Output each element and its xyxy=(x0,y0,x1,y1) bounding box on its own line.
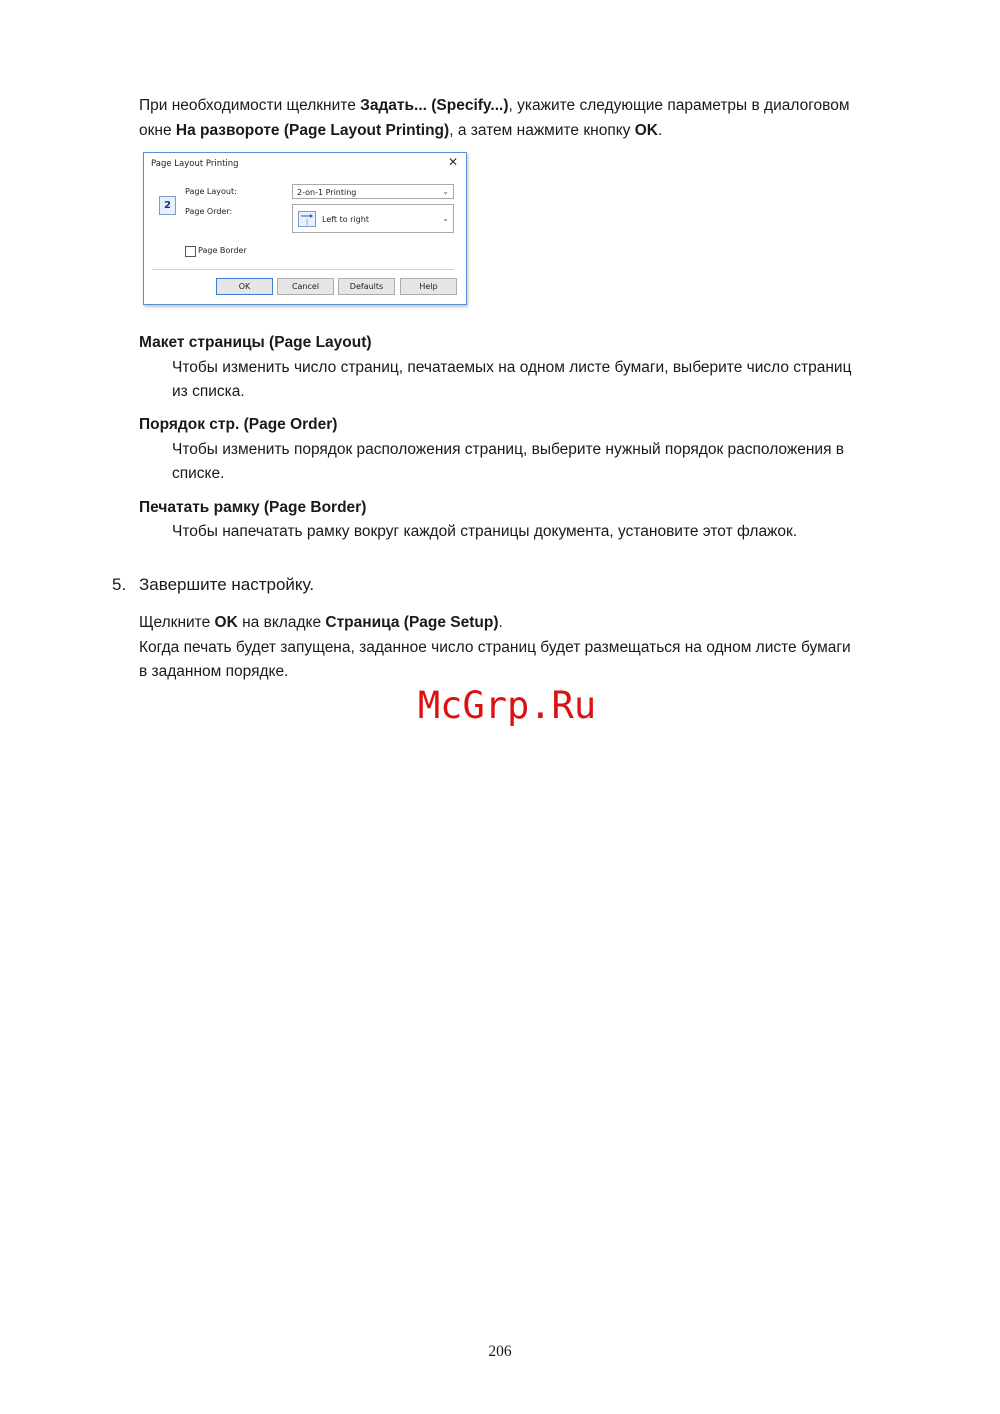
intro-text: , укажите следующие параметры в диалоговом xyxy=(508,97,850,114)
watermark: McGrp.Ru xyxy=(417,684,597,727)
dialog-title: Page Layout Printing xyxy=(151,159,239,169)
step-heading xyxy=(112,573,314,597)
ok-term: OK xyxy=(634,122,658,139)
page-border-label: Page Border xyxy=(198,246,247,255)
page-layout-printing-dialog xyxy=(143,152,467,305)
page-order-label: Page Order: xyxy=(185,207,233,216)
page-layout-label: Page Layout: xyxy=(185,187,237,196)
intro-line-2 xyxy=(139,119,662,144)
page-border-checkbox[interactable] xyxy=(185,246,196,257)
page-layout-select[interactable] xyxy=(292,184,454,199)
after-text: на вкладке xyxy=(237,614,326,631)
page-layout-value: 2-on-1 Printing xyxy=(297,188,357,197)
chevron-down-icon: ⌄ xyxy=(442,214,449,223)
page-number: 206 xyxy=(488,1343,512,1360)
dialog-divider xyxy=(152,269,454,270)
item-description: Чтобы изменить число страниц, печатаемых на одном листе бумаги, выберите число страниц xyxy=(172,359,852,376)
page-layout-printing-term: На развороте (Page Layout Printing) xyxy=(175,122,450,139)
ok-button[interactable]: OK xyxy=(216,278,273,295)
after-text: . xyxy=(498,614,503,631)
defaults-button[interactable]: Defaults xyxy=(338,278,395,295)
page-order-icon xyxy=(298,211,316,227)
after-line-3: в заданном порядке. xyxy=(139,663,289,680)
item-heading: Печатать рамку (Page Border) xyxy=(139,499,367,516)
item-description: Чтобы изменить порядок расположения страниц, выберите нужный порядок расположения в xyxy=(172,441,845,458)
page-order-select[interactable] xyxy=(292,204,454,233)
page-layout-preview-icon: 2 xyxy=(159,196,176,215)
item-description: списке. xyxy=(172,465,225,482)
chevron-down-icon: ⌄ xyxy=(442,187,449,196)
close-icon[interactable]: ✕ xyxy=(447,155,458,169)
after-line-1 xyxy=(139,611,503,636)
cancel-button[interactable]: Cancel xyxy=(277,278,334,295)
help-button[interactable]: Help xyxy=(400,278,457,295)
after-line-2: Когда печать будет запущена, заданное число страниц будет размещаться на одном листе бумаги xyxy=(139,639,851,656)
item-description: из списка. xyxy=(172,383,245,400)
intro-text: окне xyxy=(139,122,176,139)
specify-term: Задать... (Specify...) xyxy=(360,97,509,114)
intro-text: При необходимости щелкните xyxy=(139,97,361,114)
step-text: Завершите настройку. xyxy=(139,575,315,594)
page-setup-term: Страница (Page Setup) xyxy=(325,614,499,631)
item-description: Чтобы напечатать рамку вокруг каждой страницы документа, установите этот флажок. xyxy=(172,523,798,540)
item-heading: Макет страницы (Page Layout) xyxy=(139,334,372,351)
item-heading: Порядок стр. (Page Order) xyxy=(139,416,338,433)
page-order-value: Left to right xyxy=(322,215,369,224)
intro-line-1 xyxy=(139,94,849,119)
step-number: 5. xyxy=(112,575,127,594)
ok-term: OK xyxy=(214,614,238,631)
intro-text: . xyxy=(657,122,663,139)
after-text: Щелкните xyxy=(139,614,215,631)
intro-text: , а затем нажмите кнопку xyxy=(449,122,635,139)
